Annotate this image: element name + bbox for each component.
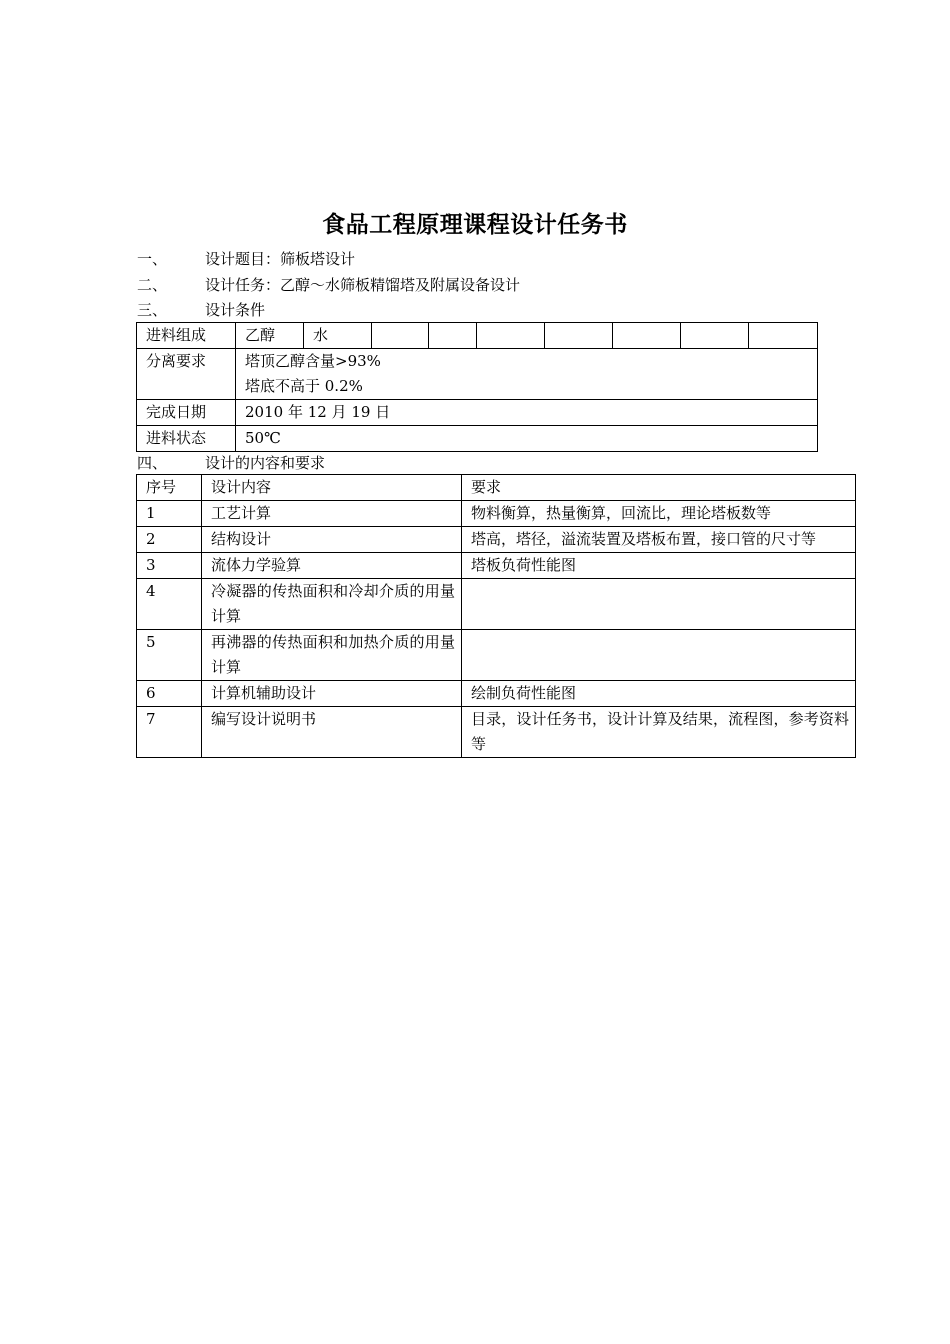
section-1 [137,248,355,270]
section-4 [137,452,325,474]
header-requirement: 要求 [462,475,856,501]
row-requirement: 绘制负荷性能图 [462,681,856,707]
section-3 [137,299,265,321]
table-row [137,501,856,527]
design-conditions-table [136,322,818,452]
design-content-table [136,474,856,758]
row-requirement: 物料衡算，热量衡算，回流比，理论塔板数等 [462,501,856,527]
empty-cell [477,323,545,349]
empty-cell [372,323,429,349]
row-requirement [462,579,856,630]
table-row [137,630,856,681]
feed-composition-label: 进料组成 [137,323,236,349]
row-number: 5 [137,630,202,681]
row-content: 流体力学验算 [202,553,462,579]
row-number: 4 [137,579,202,630]
separation-requirement-label: 分离要求 [137,349,236,400]
section-4-number: 四、 [137,454,168,472]
completion-date-label: 完成日期 [137,400,236,426]
separation-requirement-value [236,349,818,400]
completion-date-value: 2010 年 12 月 19 日 [236,400,818,426]
feed-state-value: 50℃ [236,426,818,452]
feed-component-ethanol: 乙醇 [236,323,304,349]
table-row [137,707,856,758]
empty-cell [681,323,749,349]
top-ethanol-content: 塔顶乙醇含量>93% [245,352,381,370]
row-content: 工艺计算 [202,501,462,527]
section-3-text: 设计条件 [205,301,266,319]
section-2-text: 设计任务：乙醇～水筛板精馏塔及附属设备设计 [205,276,521,294]
row-content: 再沸器的传热面积和加热介质的用量计算 [202,630,462,681]
row-content: 结构设计 [202,527,462,553]
row-number: 7 [137,707,202,758]
empty-cell [749,323,818,349]
empty-cell [545,323,613,349]
row-number: 6 [137,681,202,707]
table-row [137,553,856,579]
document-title: 食品工程原理课程设计任务书 [322,211,628,238]
row-requirement: 塔板负荷性能图 [462,553,856,579]
row-number: 3 [137,553,202,579]
content-table-header [137,475,856,501]
row-requirement: 塔高，塔径，溢流装置及塔板布置，接口管的尺寸等 [462,527,856,553]
table-row [137,579,856,630]
empty-cell [613,323,681,349]
feed-state-label: 进料状态 [137,426,236,452]
header-content: 设计内容 [202,475,462,501]
table-row [137,527,856,553]
row-number: 1 [137,501,202,527]
empty-cell [429,323,477,349]
completion-date-row [137,400,818,426]
row-number: 2 [137,527,202,553]
table-row [137,681,856,707]
bottom-limit: 塔底不高于 0.2% [245,377,363,395]
row-content: 编写设计说明书 [202,707,462,758]
section-3-number: 三、 [137,301,168,319]
section-1-text: 设计题目：筛板塔设计 [205,250,356,268]
section-2-number: 二、 [137,276,168,294]
feed-component-water: 水 [304,323,372,349]
section-2 [137,274,520,296]
separation-requirement-row [137,349,818,400]
row-requirement [462,630,856,681]
feed-state-row [137,426,818,452]
section-1-number: 一、 [137,250,168,268]
row-content: 冷凝器的传热面积和冷却介质的用量计算 [202,579,462,630]
row-content: 计算机辅助设计 [202,681,462,707]
section-4-text: 设计的内容和要求 [205,454,326,472]
header-number: 序号 [137,475,202,501]
row-requirement: 目录，设计任务书，设计计算及结果，流程图，参考资料等 [462,707,856,758]
feed-composition-row [137,323,818,349]
